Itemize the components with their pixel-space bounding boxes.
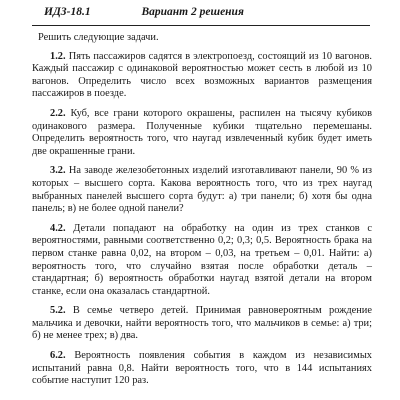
task-text: Вероятность появления события в каждом из независимых испытаний равна 0,8. Найти вероятность того, что в 144 испытаниях событие наступит 120 раз. bbox=[32, 350, 372, 387]
task-number: 3.2. bbox=[50, 165, 66, 177]
task-text: Куб, все грани которого окрашены, распилен на тысячу кубиков одинакового размера. Полученные кубики тщательно перемешаны. Определить вероятность того, что наугад извлеченный кубик будет иметь две окрашенные грани. bbox=[32, 107, 372, 157]
task-text: На заводе железобетонных изделий изготавливают панели, 90 % из которых – высшего сорта. Какова вероятность того, что из трех наугад выбранных панелей высшего сорта будут: а) три панели; б) хотя бы одна панель; в) не более одной панели? bbox=[32, 165, 372, 215]
variant-title: Вариант 2 решения bbox=[141, 6, 244, 18]
header-rule bbox=[32, 25, 370, 26]
task-4-2 bbox=[32, 223, 372, 299]
task-1-2 bbox=[32, 51, 372, 101]
task-number: 5.2. bbox=[50, 305, 66, 317]
task-number: 6.2. bbox=[50, 350, 66, 362]
task-number: 1.2. bbox=[50, 50, 66, 62]
page-header bbox=[44, 6, 244, 18]
task-number: 2.2. bbox=[50, 107, 66, 119]
task-3-2 bbox=[32, 165, 372, 215]
task-5-2 bbox=[32, 305, 372, 343]
task-2-2 bbox=[32, 108, 372, 158]
task-text: В семье четверо детей. Принимая равновероятным рождение мальчика и девочки, найти вероятность того, что мальчиков в семье: а) три; б) не менее трех; в) два. bbox=[32, 305, 372, 342]
task-text: Пять пассажиров садятся в электропоезд, состоящий из 10 вагонов. Каждый пассажир с одинаковой вероятностью может сесть в любой из 10 вагонов. Определить число всех возможных вариантов размещения пассажиров в поезде. bbox=[32, 50, 372, 100]
task-6-2 bbox=[32, 350, 372, 388]
task-number: 4.2. bbox=[50, 222, 66, 234]
document-body bbox=[32, 32, 372, 395]
intro-text: Решить следующие задачи. bbox=[38, 32, 159, 43]
task-text: Детали попадают на обработку на один из трех станков с вероятностями, равными соответственно 0,2; 0,3; 0,5. Вероятность брака на первом станке равна 0,02, на втором – 0,03, на третьем – 0,01. Найти: а) вероятность того, что случайно взятая после обработки деталь – стандартная; б) вероятность обработки наугад взятой детали на втором станке, если она оказалась стандартной. bbox=[32, 222, 372, 297]
assignment-code: ИДЗ-18.1 bbox=[44, 6, 91, 18]
